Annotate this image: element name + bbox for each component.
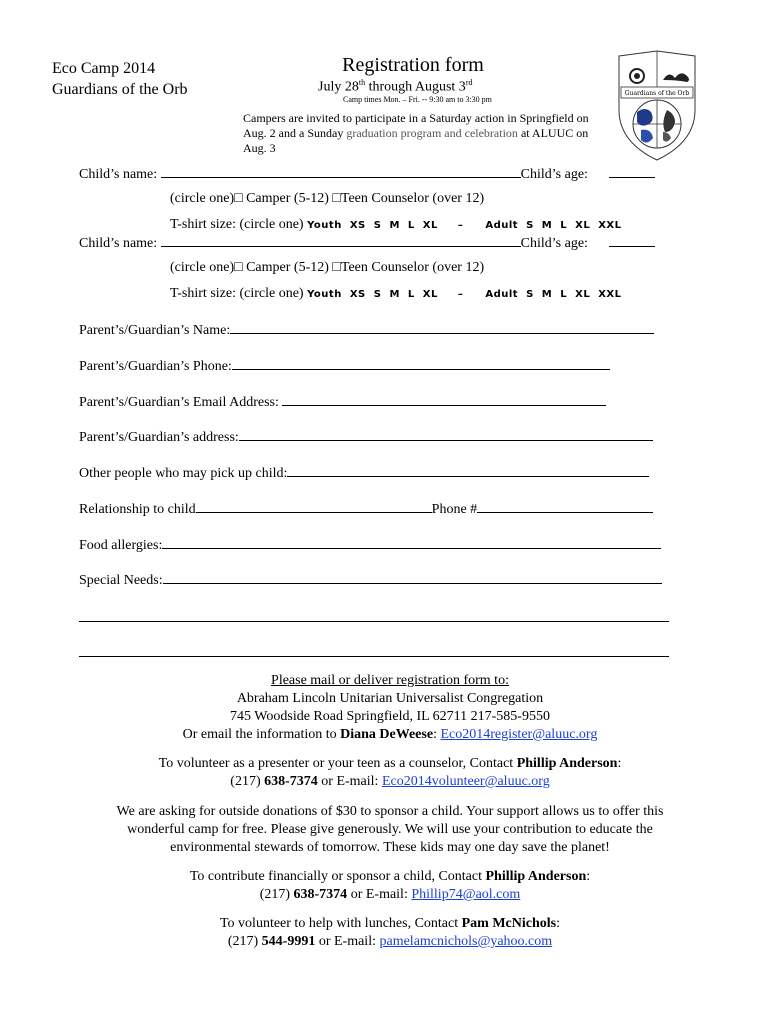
child-2-age-field[interactable] [609, 234, 655, 247]
teen-counselor-option[interactable]: Teen Counselor (over 12) [340, 260, 485, 275]
pickup-row [79, 464, 649, 482]
parent-phone-row [79, 357, 610, 375]
special-needs-row [79, 571, 662, 589]
child-name-label: Child’s name: [79, 167, 158, 182]
allergies-label: Food allergies: [79, 538, 163, 553]
tshirt-size-options[interactable]: Youth XS S M L XL – Adult S M L XL XXL [307, 220, 622, 231]
camp-theme: Guardians of the Orb [52, 81, 188, 98]
camper-option[interactable]: Camper (5-12) [246, 260, 329, 275]
special-needs-label: Special Needs: [79, 573, 163, 588]
child-2-role-row [170, 260, 484, 276]
parent-address-label: Parent’s/Guardian’s address: [79, 430, 239, 445]
relationship-row [79, 500, 653, 518]
child-1-name-row [79, 165, 655, 183]
contribute-info: To contribute financially or sponsor a child, Contact Phillip Anderson: (217) 638-7374 or E-mail: Phillip74@aol.com [189, 869, 591, 902]
tshirt-label: T-shirt size: (circle one) [170, 286, 304, 301]
tshirt-size-options[interactable]: Youth XS S M L XL – Adult S M L XL XXL [307, 289, 622, 300]
lunch-email-link[interactable]: pamelamcnichols@yahoo.com [379, 934, 553, 949]
camper-checkbox[interactable]: □ [234, 260, 243, 275]
parent-name-label: Parent’s/Guardian’s Name: [79, 323, 231, 338]
camp-name: Eco Camp 2014 [52, 60, 156, 77]
guardians-crest-logo [617, 50, 697, 162]
parent-name-field[interactable] [230, 321, 654, 334]
parent-phone-label: Parent’s/Guardian’s Phone: [79, 359, 232, 374]
contact-name: Phillip Anderson [516, 756, 618, 771]
camp-dates: July 28th through August 3rd [318, 78, 473, 95]
contact-name: Pam McNichols [461, 916, 557, 931]
phone-field[interactable] [477, 500, 653, 513]
allergies-row [79, 536, 661, 554]
allergies-field[interactable] [162, 536, 661, 549]
register-email-link[interactable]: Eco2014register@aluuc.org [440, 727, 598, 742]
circle-one-label: (circle one) [170, 191, 235, 206]
child-2-name-field[interactable] [161, 234, 521, 247]
invite-text: Campers are invited to participate in a Saturday action in Springfield on Aug. 2 and a Sunday graduation program and celebration at ALUUC on Aug. 3 [243, 111, 589, 155]
org-name: Abraham Lincoln Unitarian Universalist Congregation [236, 691, 544, 706]
child-2-tshirt-row [170, 286, 630, 302]
pickup-field[interactable] [287, 464, 649, 477]
special-needs-extra-line-2[interactable] [79, 656, 669, 657]
teen-counselor-option[interactable]: Teen Counselor (over 12) [340, 191, 485, 206]
phone-label: Phone # [431, 502, 478, 517]
contact-name: Phillip Anderson [485, 869, 587, 884]
child-1-tshirt-row [170, 217, 630, 233]
mail-heading: Please mail or deliver registration form to: [271, 673, 509, 688]
child-1-name-field[interactable] [161, 165, 521, 178]
relationship-field[interactable] [196, 500, 432, 513]
relationship-label: Relationship to child [79, 502, 196, 517]
child-2-name-row [79, 234, 655, 252]
parent-email-field[interactable] [282, 393, 606, 406]
child-name-label: Child’s name: [79, 236, 158, 251]
donation-text: We are asking for outside donations of $30 to sponsor a child. Your support allows us to offer this wonderful camp for free. Please give generously. We will use your contribution to educate the environmental stewards of tomorrow. These kids may one day save the planet! [116, 804, 664, 855]
camper-checkbox[interactable]: □ [234, 191, 243, 206]
camp-heading [52, 58, 188, 100]
parent-email-row [79, 393, 606, 411]
circle-one-label: (circle one) [170, 260, 235, 275]
mail-instructions [40, 672, 740, 744]
parent-email-label: Parent’s/Guardian’s Email Address: [79, 395, 279, 410]
contact-name: Diana DeWeese [340, 727, 434, 742]
pickup-label: Other people who may pick up child: [79, 466, 288, 481]
tshirt-label: T-shirt size: (circle one) [170, 217, 304, 232]
child-age-label: Child’s age: [520, 167, 588, 182]
org-address: 745 Woodside Road Springfield, IL 62711 217-585-9550 [230, 709, 550, 724]
child-age-label: Child’s age: [520, 236, 588, 251]
child-1-role-row [170, 191, 484, 207]
special-needs-extra-line-1[interactable] [79, 621, 669, 622]
parent-address-row [79, 428, 653, 446]
child-1-age-field[interactable] [609, 165, 655, 178]
form-title: Registration form [342, 54, 484, 76]
lunch-info: To volunteer to help with lunches, Contact Pam McNichols: (217) 544-9991 or E-mail: pamelamcnichols@yahoo.com [219, 916, 560, 949]
volunteer-email-link[interactable]: Eco2014volunteer@aluuc.org [381, 774, 550, 789]
camper-option[interactable]: Camper (5-12) [246, 191, 329, 206]
contribute-email-link[interactable]: Phillip74@aol.com [411, 887, 521, 902]
crest-text: Guardians of the Orb [624, 90, 690, 97]
special-needs-field[interactable] [163, 571, 662, 584]
parent-phone-field[interactable] [232, 357, 610, 370]
camp-times: Camp times Mon. – Fri. -- 9:30 am to 3:30 pm [343, 95, 492, 104]
volunteer-info: To volunteer as a presenter or your teen as a counselor, Contact Phillip Anderson: (217) 638-7374 or E-mail: Eco2014volunteer@aluuc.org [158, 756, 622, 789]
teen-checkbox[interactable]: □ [332, 191, 341, 206]
parent-name-row [79, 321, 654, 339]
parent-address-field[interactable] [239, 428, 653, 441]
teen-checkbox[interactable]: □ [332, 260, 341, 275]
email-instructions: Or email the information to Diana DeWeese: Eco2014register@aluuc.org [182, 727, 598, 742]
